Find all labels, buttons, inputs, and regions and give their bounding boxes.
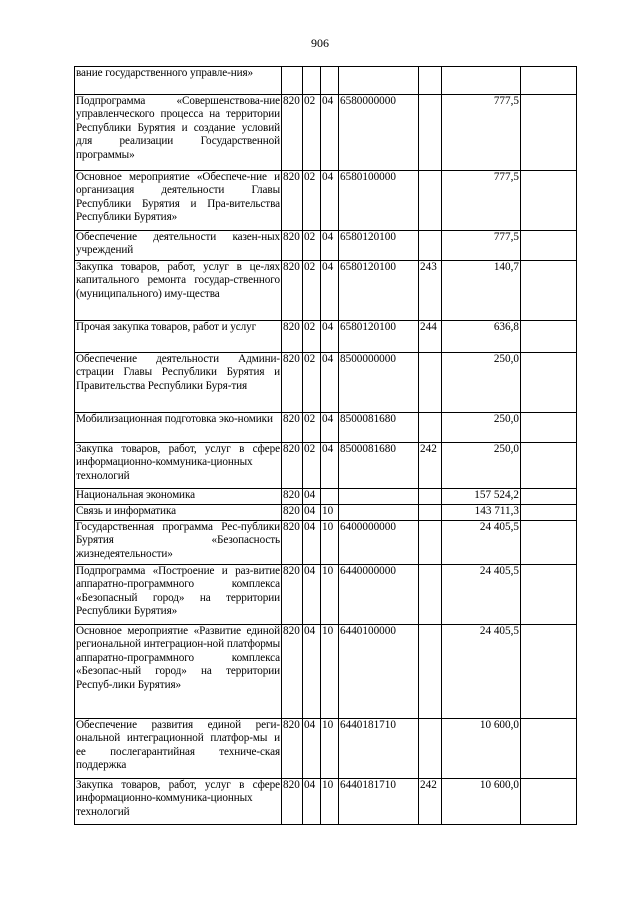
row-section-cell: 04 <box>303 565 321 625</box>
row-section-cell: 04 <box>303 779 321 825</box>
row-expense-type-cell <box>419 171 442 231</box>
row-name-cell: Прочая закупка товаров, работ и услуг <box>75 321 282 353</box>
row-expense-type-cell <box>419 353 442 413</box>
row-subsection-cell <box>321 67 339 95</box>
row-section-cell: 04 <box>303 489 321 505</box>
row-subsection-cell: 04 <box>321 171 339 231</box>
row-expense-type-cell <box>419 67 442 95</box>
row-grbs-cell <box>282 67 303 95</box>
row-subsection-cell: 04 <box>321 261 339 321</box>
table-row <box>75 505 577 521</box>
row-section-cell: 02 <box>303 353 321 413</box>
row-expense-type-cell: 242 <box>419 443 442 489</box>
budget-table <box>74 66 577 825</box>
row-name-cell: Подпрограмма «Построение и раз-витие аппаратно-программного комплекса «Безопасный город» на территории Республики Бурятия» <box>75 565 282 625</box>
row-subsection-cell: 10 <box>321 779 339 825</box>
row-section-cell: 02 <box>303 231 321 261</box>
row-amount-cell: 140,7 <box>442 261 521 321</box>
row-grbs-cell: 820 <box>282 321 303 353</box>
table-row <box>75 443 577 489</box>
row-subsection-cell: 10 <box>321 625 339 719</box>
row-target-article-cell: 6580120100 <box>339 261 419 321</box>
table-row <box>75 565 577 625</box>
table-row <box>75 321 577 353</box>
row-target-article-cell <box>339 505 419 521</box>
row-amount-cell: 24 405,5 <box>442 625 521 719</box>
row-subsection-cell <box>321 489 339 505</box>
row-expense-type-cell: 243 <box>419 261 442 321</box>
table-row <box>75 521 577 565</box>
row-target-article-cell: 8500000000 <box>339 353 419 413</box>
row-target-article-cell: 6440000000 <box>339 565 419 625</box>
row-extra-cell <box>521 521 577 565</box>
row-target-article-cell: 6580120100 <box>339 231 419 261</box>
row-expense-type-cell <box>419 505 442 521</box>
row-amount-cell: 250,0 <box>442 443 521 489</box>
row-subsection-cell: 10 <box>321 505 339 521</box>
row-name-cell: Закупка товаров, работ, услуг в сфере информационно-коммуника-ционных технологий <box>75 779 282 825</box>
row-name-cell: вание государственного управле-ния» <box>75 67 282 95</box>
row-subsection-cell: 04 <box>321 413 339 443</box>
row-extra-cell <box>521 95 577 171</box>
row-extra-cell <box>521 231 577 261</box>
row-expense-type-cell <box>419 625 442 719</box>
row-subsection-cell: 04 <box>321 95 339 171</box>
row-extra-cell <box>521 67 577 95</box>
row-subsection-cell: 04 <box>321 231 339 261</box>
row-target-article-cell: 6440181710 <box>339 719 419 779</box>
row-amount-cell: 250,0 <box>442 413 521 443</box>
row-grbs-cell: 820 <box>282 719 303 779</box>
row-amount-cell: 250,0 <box>442 353 521 413</box>
row-name-cell: Обеспечение деятельности казен-ных учреждений <box>75 231 282 261</box>
row-extra-cell <box>521 505 577 521</box>
row-expense-type-cell <box>419 413 442 443</box>
row-expense-type-cell <box>419 489 442 505</box>
row-target-article-cell: 6580100000 <box>339 171 419 231</box>
row-amount-cell: 777,5 <box>442 171 521 231</box>
row-subsection-cell: 10 <box>321 565 339 625</box>
table-row <box>75 719 577 779</box>
row-target-article-cell: 6400000000 <box>339 521 419 565</box>
row-extra-cell <box>521 719 577 779</box>
row-subsection-cell: 04 <box>321 353 339 413</box>
row-name-cell: Национальная экономика <box>75 489 282 505</box>
row-target-article-cell: 6580000000 <box>339 95 419 171</box>
row-extra-cell <box>521 779 577 825</box>
table-row <box>75 261 577 321</box>
row-section-cell: 04 <box>303 719 321 779</box>
row-target-article-cell: 8500081680 <box>339 413 419 443</box>
row-target-article-cell: 6440100000 <box>339 625 419 719</box>
row-name-cell: Государственная программа Рес-публики Бурятия «Безопасность жизнедеятельности» <box>75 521 282 565</box>
row-amount-cell: 636,8 <box>442 321 521 353</box>
row-section-cell: 02 <box>303 321 321 353</box>
row-grbs-cell: 820 <box>282 231 303 261</box>
row-extra-cell <box>521 489 577 505</box>
table-row <box>75 231 577 261</box>
row-section-cell: 02 <box>303 413 321 443</box>
table-row <box>75 353 577 413</box>
row-section-cell: 02 <box>303 443 321 489</box>
row-grbs-cell: 820 <box>282 779 303 825</box>
row-extra-cell <box>521 565 577 625</box>
row-expense-type-cell <box>419 521 442 565</box>
row-amount-cell: 143 711,3 <box>442 505 521 521</box>
row-subsection-cell: 10 <box>321 521 339 565</box>
row-subsection-cell: 04 <box>321 321 339 353</box>
row-grbs-cell: 820 <box>282 565 303 625</box>
row-expense-type-cell: 242 <box>419 779 442 825</box>
row-name-cell: Связь и информатика <box>75 505 282 521</box>
row-name-cell: Основное мероприятие «Обеспече-ние и организация деятельности Главы Республики Бурятия и Пра-вительства Республики Бурятия» <box>75 171 282 231</box>
table-body <box>75 67 577 825</box>
row-grbs-cell: 820 <box>282 353 303 413</box>
row-grbs-cell: 820 <box>282 505 303 521</box>
row-extra-cell <box>521 625 577 719</box>
table-row <box>75 625 577 719</box>
row-grbs-cell: 820 <box>282 625 303 719</box>
row-grbs-cell: 820 <box>282 261 303 321</box>
page-number: 906 <box>311 36 329 50</box>
row-target-article-cell: 6580120100 <box>339 321 419 353</box>
row-grbs-cell: 820 <box>282 413 303 443</box>
row-extra-cell <box>521 261 577 321</box>
row-section-cell: 04 <box>303 521 321 565</box>
row-amount-cell: 157 524,2 <box>442 489 521 505</box>
row-section-cell: 02 <box>303 261 321 321</box>
row-name-cell: Мобилизационная подготовка эко-номики <box>75 413 282 443</box>
row-grbs-cell: 820 <box>282 521 303 565</box>
row-section-cell <box>303 67 321 95</box>
row-grbs-cell: 820 <box>282 443 303 489</box>
row-extra-cell <box>521 321 577 353</box>
row-name-cell: Обеспечение развития единой реги-ональной интеграционной платфор-мы и ее послегарантийная техниче-ская поддержка <box>75 719 282 779</box>
row-amount-cell: 777,5 <box>442 231 521 261</box>
row-amount-cell: 777,5 <box>442 95 521 171</box>
row-target-article-cell <box>339 67 419 95</box>
row-amount-cell: 24 405,5 <box>442 565 521 625</box>
row-amount-cell: 10 600,0 <box>442 779 521 825</box>
row-expense-type-cell <box>419 565 442 625</box>
table-row <box>75 171 577 231</box>
table-row <box>75 489 577 505</box>
table-row <box>75 413 577 443</box>
row-name-cell: Обеспечение деятельности Админи-страции Главы Республики Бурятия и Правительства Республики Буря-тия <box>75 353 282 413</box>
row-amount-cell: 10 600,0 <box>442 719 521 779</box>
row-name-cell: Подпрограмма «Совершенствова-ние управленческого процесса на территории Республики Бурятия и создание условий для реализации Государственной программы» <box>75 95 282 171</box>
row-grbs-cell: 820 <box>282 489 303 505</box>
row-amount-cell: 24 405,5 <box>442 521 521 565</box>
row-subsection-cell: 10 <box>321 719 339 779</box>
row-target-article-cell <box>339 489 419 505</box>
row-expense-type-cell <box>419 231 442 261</box>
table-row <box>75 779 577 825</box>
row-extra-cell <box>521 171 577 231</box>
row-name-cell: Закупка товаров, работ, услуг в сфере информационно-коммуника-ционных технологий <box>75 443 282 489</box>
row-extra-cell <box>521 443 577 489</box>
row-section-cell: 02 <box>303 95 321 171</box>
row-expense-type-cell: 244 <box>419 321 442 353</box>
row-target-article-cell: 6440181710 <box>339 779 419 825</box>
row-extra-cell <box>521 413 577 443</box>
row-expense-type-cell <box>419 95 442 171</box>
row-grbs-cell: 820 <box>282 171 303 231</box>
row-target-article-cell: 8500081680 <box>339 443 419 489</box>
table-row <box>75 67 577 95</box>
row-section-cell: 02 <box>303 171 321 231</box>
table-row <box>75 95 577 171</box>
row-extra-cell <box>521 353 577 413</box>
row-subsection-cell: 04 <box>321 443 339 489</box>
row-section-cell: 04 <box>303 625 321 719</box>
row-amount-cell <box>442 67 521 95</box>
row-grbs-cell: 820 <box>282 95 303 171</box>
row-name-cell: Основное мероприятие «Развитие единой региональной интеграцион-ной платформы аппаратно-программного комплекса «Безопас-ный город» на территории Респуб-лики Бурятия» <box>75 625 282 719</box>
row-name-cell: Закупка товаров, работ, услуг в це-лях капитального ремонта государ-ственного (муниципального) иму-щества <box>75 261 282 321</box>
row-expense-type-cell <box>419 719 442 779</box>
row-section-cell: 04 <box>303 505 321 521</box>
